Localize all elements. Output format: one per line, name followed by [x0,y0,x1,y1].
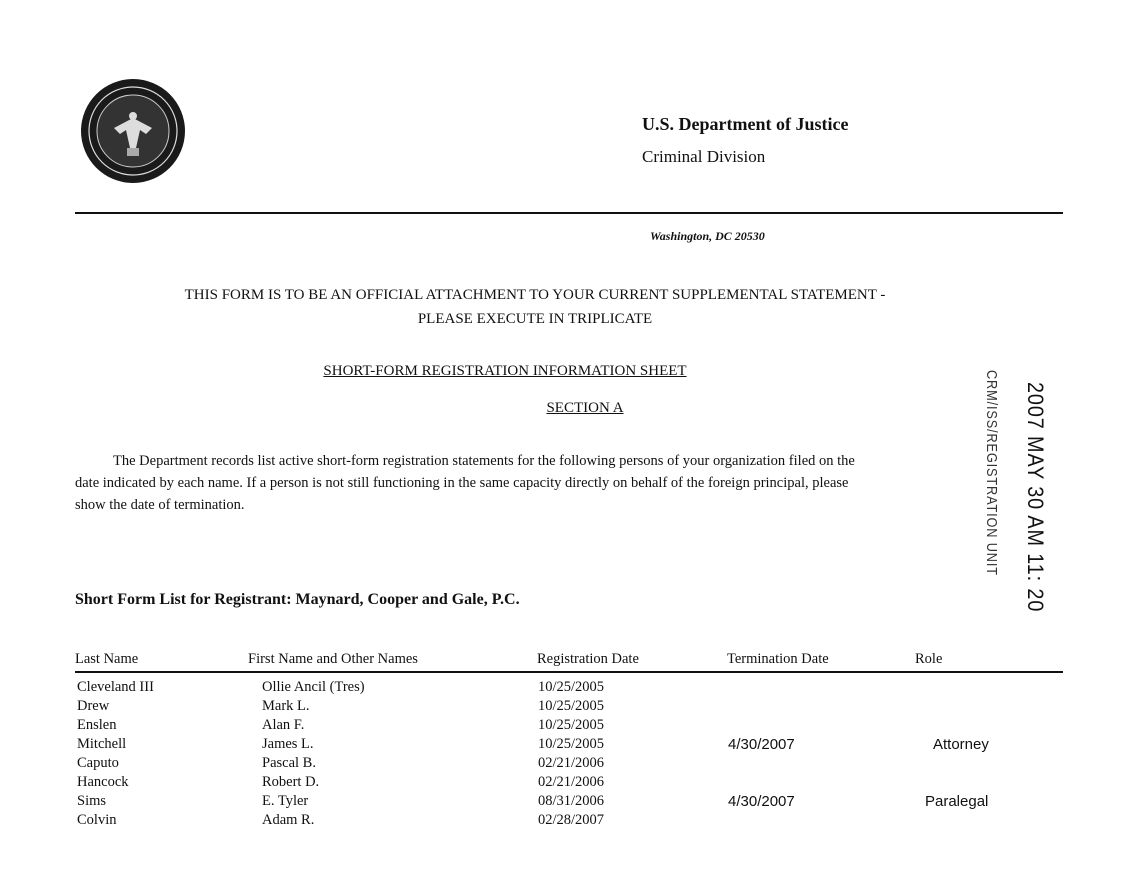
header-last-name: Last Name [75,651,139,667]
table-cell-first: Pascal B. [262,755,316,771]
table-cell-last: Cleveland III [77,679,154,695]
header-termination-date: Termination Date [727,651,829,667]
table-cell-last: Mitchell [77,736,127,752]
notice-line-1: THIS FORM IS TO BE AN OFFICIAL ATTACHMENT TO YOUR CURRENT SUPPLEMENTAL STATEMENT - [184,287,886,303]
table-cell-term: 4/30/2007 [728,793,795,810]
section-title: SECTION A [546,400,624,416]
table-cell-last: Caputo [77,755,119,771]
table-cell-last: Drew [77,698,110,714]
table-cell-first: Mark L. [262,698,310,714]
received-date-stamp: 2007 MAY 30 AM 11: 20 [1023,382,1048,613]
header-divider [75,212,1063,214]
header-first-name: First Name and Other Names [248,651,418,667]
table-cell-role: Paralegal [925,793,989,810]
table-cell-first: Alan F. [262,717,305,733]
notice-line-2: PLEASE EXECUTE IN TRIPLICATE [417,311,653,327]
table-cell-reg: 02/21/2006 [538,774,605,790]
table-cell-term: 4/30/2007 [728,736,795,753]
table-cell-reg: 08/31/2006 [538,793,605,809]
table-cell-first: E. Tyler [262,793,309,809]
table-cell-reg: 10/25/2005 [538,679,605,695]
table-cell-first: Robert D. [262,774,320,790]
header-registration-date: Registration Date [537,651,639,667]
sheet-title: SHORT-FORM REGISTRATION INFORMATION SHEET [323,363,687,379]
registrant-heading: Short Form List for Registrant: Maynard, Cooper and Gale, P.C. [75,591,520,608]
table-cell-reg: 02/21/2006 [538,755,605,771]
table-cell-first: Adam R. [262,812,315,828]
table-cell-reg: 02/28/2007 [538,812,605,828]
division-name: Criminal Division [642,147,766,166]
table-cell-role: Attorney [933,736,989,753]
table-cell-last: Sims [77,793,107,809]
doj-seal-logo [80,78,186,184]
table-cell-reg: 10/25/2005 [538,736,605,752]
table-header-divider [75,671,1063,673]
table-cell-last: Enslen [77,717,117,733]
instructions-paragraph: The Department records list active short-form registration statements for the following persons of your organization filed on the date indicated by each name. If a person is not still functioning in the same capacity directly on behalf of the foreign principal, please show the date of termination. [75,453,855,513]
registration-unit-stamp: CRM/ISS/REGISTRATION UNIT [983,370,1000,576]
table-cell-last: Colvin [77,812,117,828]
table-cell-first: Ollie Ancil (Tres) [262,679,365,695]
header-role: Role [915,651,943,667]
table-cell-reg: 10/25/2005 [538,698,605,714]
agency-name: U.S. Department of Justice [642,114,849,134]
table-cell-first: James L. [262,736,314,752]
table-cell-reg: 10/25/2005 [538,717,605,733]
table-cell-last: Hancock [77,774,129,790]
address: Washington, DC 20530 [650,229,765,243]
